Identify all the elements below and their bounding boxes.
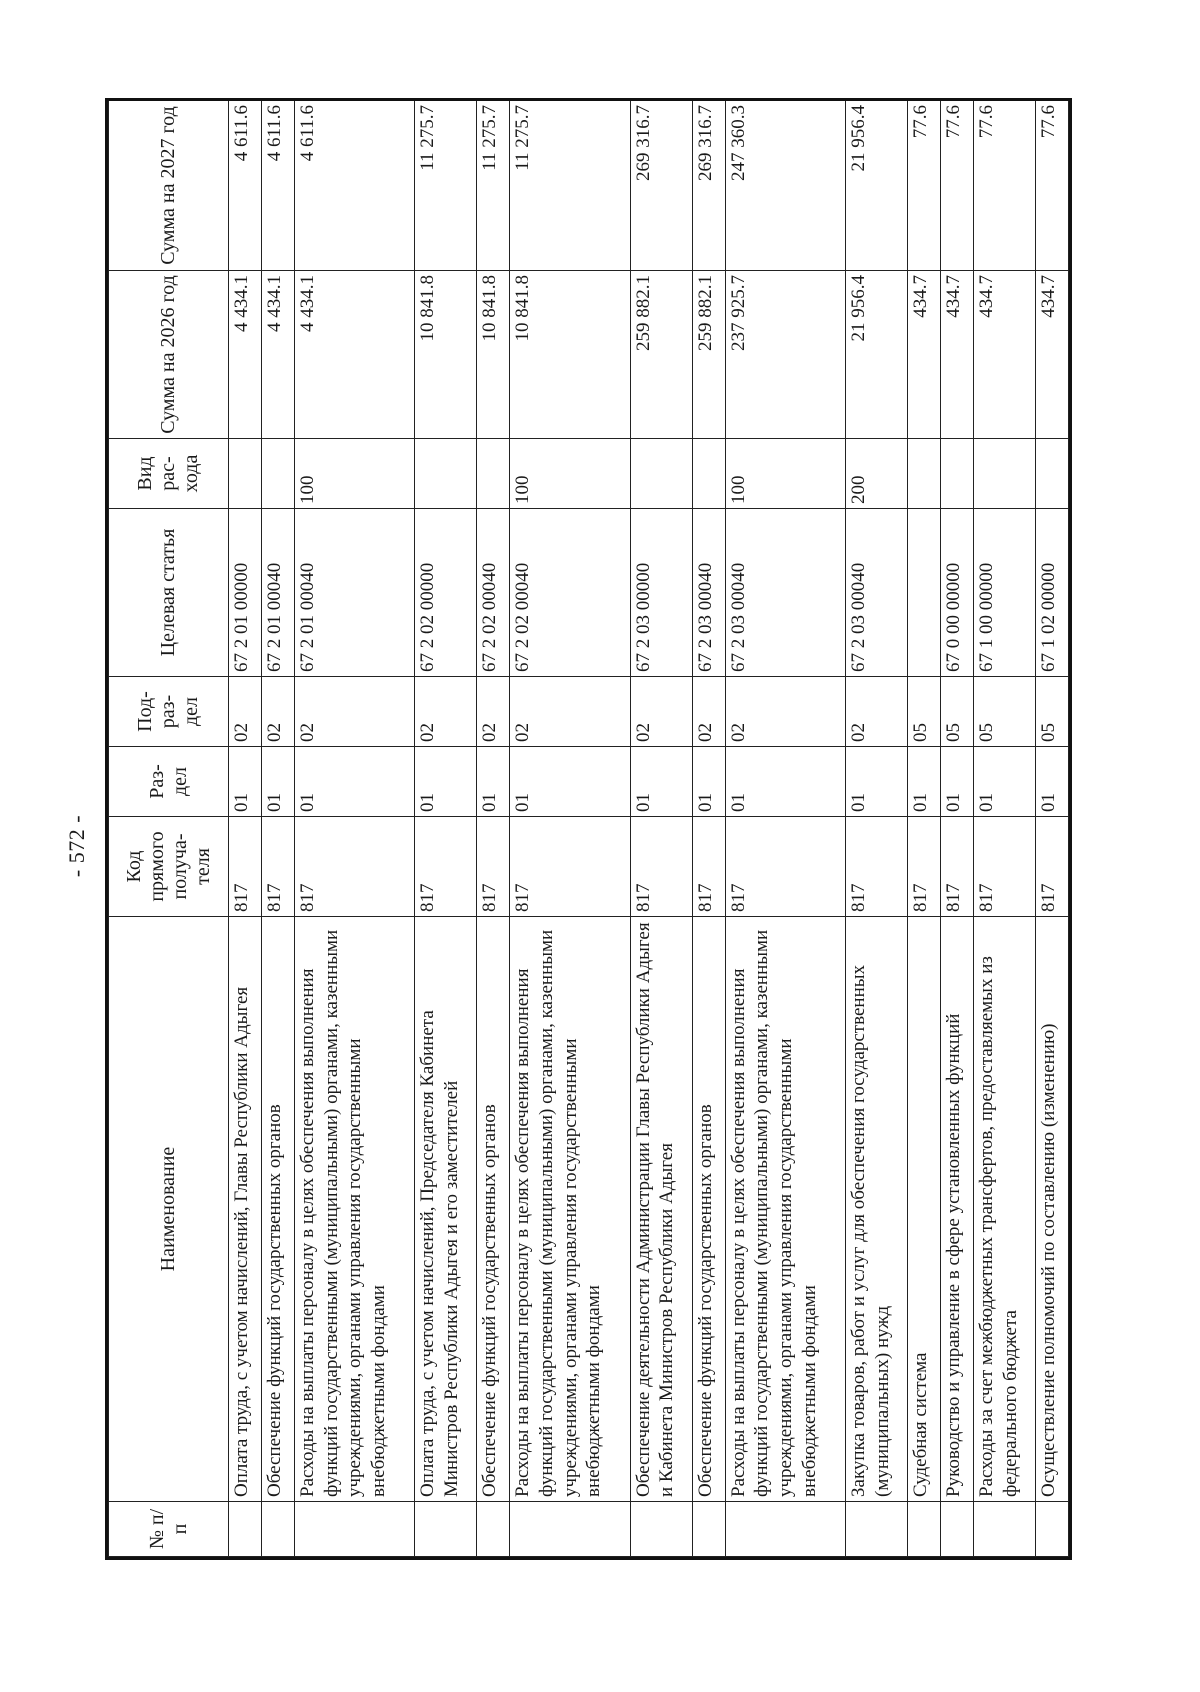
cell-name: Обеспечение деятельности Администрации Главы Республики Адыгея и Кабинета Министров Республики Адыгея [630,917,692,1502]
cell-expense-type: 200 [846,439,908,509]
cell-num [415,1502,477,1557]
cell-num [477,1502,510,1557]
cell-subsection: 02 [846,677,908,747]
header-name: Наименование [109,917,229,1502]
header-subsection: Под-раз-дел [109,677,229,747]
cell-sum-2027: 247 360.3 [725,101,845,271]
cell-subsection: 02 [725,677,845,747]
table-row [229,101,262,1557]
cell-target-article: 67 2 02 00040 [477,509,510,677]
cell-subsection: 02 [261,677,294,747]
cell-sum-2026: 434.7 [1035,271,1068,439]
cell-recipient-code: 817 [630,817,692,917]
cell-sum-2027: 21 956.4 [846,101,908,271]
cell-num [510,1502,630,1557]
cell-section: 01 [908,747,941,817]
cell-num [229,1502,262,1557]
cell-sum-2026: 21 956.4 [846,271,908,439]
page-number: - 572 - [64,814,89,878]
cell-name: Обеспечение функций государственных органов [261,917,294,1502]
cell-num [630,1502,692,1557]
cell-target-article: 67 2 03 00040 [692,509,725,677]
cell-name: Расходы на выплаты персоналу в целях обеспечения выполнения функций государственными (муниципальными) органами, казенными учреждениями, органами управления государственными внебюджетными фондами [725,917,845,1502]
cell-subsection: 02 [294,677,414,747]
cell-num [846,1502,908,1557]
cell-sum-2027: 4 611.6 [294,101,414,271]
header-sum-2027: Сумма на 2027 год [109,101,229,271]
cell-name: Обеспечение функций государственных органов [692,917,725,1502]
cell-name: Судебная система [908,917,941,1502]
cell-target-article: 67 2 01 00040 [294,509,414,677]
cell-target-article: 67 2 03 00040 [846,509,908,677]
cell-num [908,1502,941,1557]
cell-expense-type [692,439,725,509]
cell-sum-2026: 434.7 [908,271,941,439]
cell-recipient-code: 817 [229,817,262,917]
cell-sum-2026: 10 841.8 [510,271,630,439]
cell-subsection: 05 [973,677,1035,747]
cell-sum-2027: 11 275.7 [477,101,510,271]
cell-subsection: 02 [415,677,477,747]
cell-recipient-code: 817 [908,817,941,917]
table-row [941,101,974,1557]
cell-name: Оплата труда, с учетом начислений, Председателя Кабинета Министров Республики Адыгея и его заместителей [415,917,477,1502]
cell-section: 01 [477,747,510,817]
cell-recipient-code: 817 [846,817,908,917]
cell-section: 01 [1035,747,1068,817]
cell-sum-2027: 11 275.7 [510,101,630,271]
cell-sum-2027: 77.6 [973,101,1035,271]
header-expense-type: Вид рас-хода [109,439,229,509]
table-row [630,101,692,1557]
cell-section: 01 [510,747,630,817]
table-row [846,101,908,1557]
cell-recipient-code: 817 [477,817,510,917]
table-row [477,101,510,1557]
header-target-article: Целевая статья [109,509,229,677]
cell-sum-2026: 10 841.8 [415,271,477,439]
cell-name: Руководство и управление в сфере установленных функций [941,917,974,1502]
cell-sum-2026: 10 841.8 [477,271,510,439]
header-sum-2026: Сумма на 2026 год [109,271,229,439]
cell-name: Расходы на выплаты персоналу в целях обеспечения выполнения функций государственными (муниципальными) органами, казенными учреждениями, органами управления государственными внебюджетными фондами [294,917,414,1502]
cell-section: 01 [630,747,692,817]
cell-sum-2027: 269 316.7 [692,101,725,271]
cell-recipient-code: 817 [725,817,845,917]
cell-num [973,1502,1035,1557]
cell-expense-type [477,439,510,509]
cell-section: 01 [415,747,477,817]
table-row [725,101,845,1557]
cell-subsection: 02 [477,677,510,747]
cell-recipient-code: 817 [692,817,725,917]
table-row [973,101,1035,1557]
cell-expense-type: 100 [510,439,630,509]
cell-subsection: 05 [908,677,941,747]
cell-section: 01 [692,747,725,817]
cell-sum-2027: 11 275.7 [415,101,477,271]
table-row [1035,101,1068,1557]
table-row [415,101,477,1557]
cell-recipient-code: 817 [973,817,1035,917]
cell-target-article: 67 2 02 00000 [415,509,477,677]
cell-sum-2026: 259 882.1 [692,271,725,439]
cell-recipient-code: 817 [415,817,477,917]
cell-num [941,1502,974,1557]
cell-target-article: 67 2 02 00040 [510,509,630,677]
cell-target-article: 67 1 02 00000 [1035,509,1068,677]
cell-sum-2027: 77.6 [1035,101,1068,271]
budget-table [108,100,1069,1557]
table-header-row [109,101,229,1557]
cell-target-article: 67 2 03 00040 [725,509,845,677]
cell-subsection: 05 [941,677,974,747]
cell-sum-2027: 4 611.6 [229,101,262,271]
cell-sum-2027: 77.6 [908,101,941,271]
cell-expense-type [941,439,974,509]
cell-target-article: 67 2 03 00000 [630,509,692,677]
cell-num [294,1502,414,1557]
cell-name: Обеспечение функций государственных органов [477,917,510,1502]
cell-subsection: 02 [510,677,630,747]
cell-name: Закупка товаров, работ и услуг для обеспечения государственных (муниципальных) нужд [846,917,908,1502]
cell-name: Оплата труда, с учетом начислений, Главы Республики Адыгея [229,917,262,1502]
cell-name: Расходы за счет межбюджетных трансфертов, предоставляемых из федерального бюджета [973,917,1035,1502]
cell-recipient-code: 817 [1035,817,1068,917]
cell-sum-2026: 259 882.1 [630,271,692,439]
cell-sum-2027: 269 316.7 [630,101,692,271]
cell-expense-type: 100 [294,439,414,509]
cell-expense-type [229,439,262,509]
cell-subsection: 02 [229,677,262,747]
cell-expense-type [415,439,477,509]
cell-num [261,1502,294,1557]
header-num: № п/п [109,1502,229,1557]
cell-expense-type [908,439,941,509]
cell-target-article [908,509,941,677]
cell-sum-2026: 4 434.1 [294,271,414,439]
cell-num [692,1502,725,1557]
cell-recipient-code: 817 [510,817,630,917]
table-row [908,101,941,1557]
cell-sum-2027: 4 611.6 [261,101,294,271]
cell-section: 01 [229,747,262,817]
cell-section: 01 [725,747,845,817]
table-body [229,101,1069,1557]
cell-sum-2026: 237 925.7 [725,271,845,439]
cell-sum-2026: 4 434.1 [261,271,294,439]
cell-target-article: 67 2 01 00040 [261,509,294,677]
cell-target-article: 67 2 01 00000 [229,509,262,677]
cell-recipient-code: 817 [294,817,414,917]
cell-expense-type [630,439,692,509]
cell-subsection: 05 [1035,677,1068,747]
cell-section: 01 [294,747,414,817]
cell-section: 01 [973,747,1035,817]
cell-recipient-code: 817 [261,817,294,917]
cell-subsection: 02 [692,677,725,747]
cell-section: 01 [846,747,908,817]
table-row [692,101,725,1557]
cell-expense-type [1035,439,1068,509]
cell-section: 01 [261,747,294,817]
cell-section: 01 [941,747,974,817]
cell-expense-type: 100 [725,439,845,509]
cell-name: Осуществление полномочий по составлению (изменению) [1035,917,1068,1502]
cell-name: Расходы на выплаты персоналу в целях обеспечения выполнения функций государственными (муниципальными) органами, казенными учреждениями, органами управления государственными внебюджетными фондами [510,917,630,1502]
cell-expense-type [261,439,294,509]
header-section: Раз-дел [109,747,229,817]
table-row [261,101,294,1557]
cell-subsection: 02 [630,677,692,747]
header-recipient-code: Код прямого получа-теля [109,817,229,917]
cell-target-article: 67 0 00 00000 [941,509,974,677]
cell-sum-2026: 4 434.1 [229,271,262,439]
cell-sum-2026: 434.7 [941,271,974,439]
budget-table-wrapper [108,101,1069,1557]
cell-sum-2027: 77.6 [941,101,974,271]
table-row [510,101,630,1557]
cell-expense-type [973,439,1035,509]
cell-num [725,1502,845,1557]
cell-recipient-code: 817 [941,817,974,917]
cell-sum-2026: 434.7 [973,271,1035,439]
cell-target-article: 67 1 00 00000 [973,509,1035,677]
cell-num [1035,1502,1068,1557]
table-row [294,101,414,1557]
